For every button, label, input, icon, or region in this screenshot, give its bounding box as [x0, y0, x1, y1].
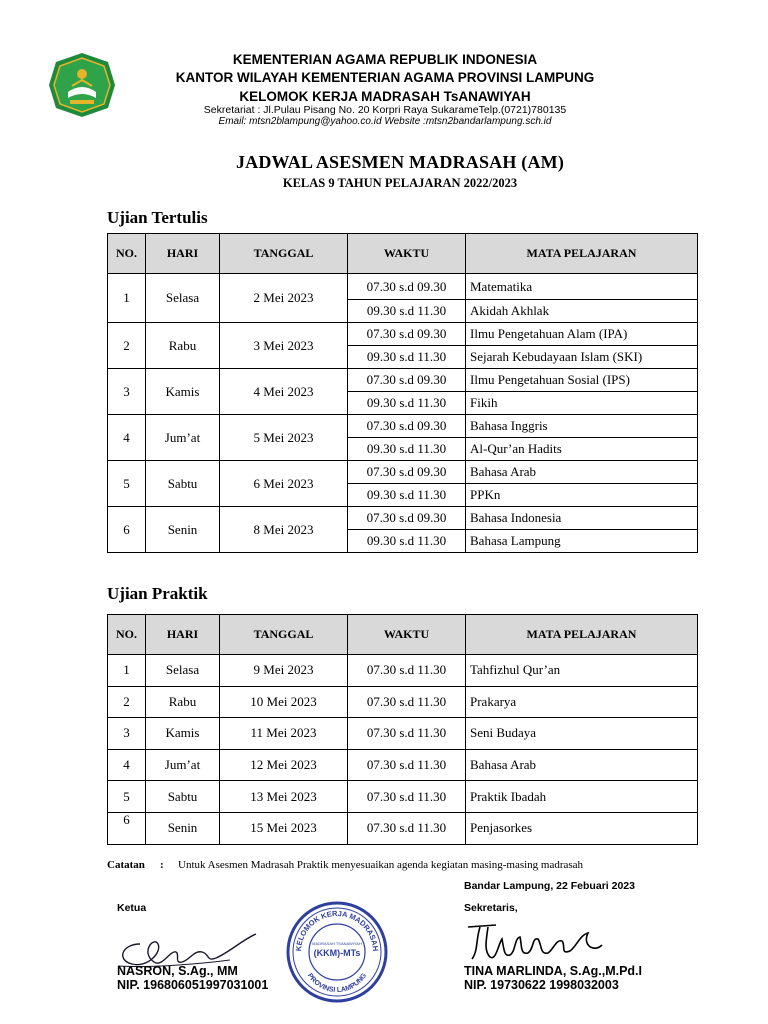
table-row	[108, 686, 698, 718]
table-row	[108, 781, 698, 813]
section-title-tertulis: Ujian Tertulis	[107, 208, 208, 227]
cell-waktu: 07.30 s.d 09.30	[348, 461, 466, 484]
section-title-praktik: Ujian Praktik	[107, 584, 208, 603]
cell-no: 2	[108, 323, 146, 369]
table-row	[108, 274, 698, 300]
table-row	[108, 415, 698, 438]
cell-mapel: Akidah Akhlak	[466, 300, 698, 323]
sekretaris-name: TINA MARLINDA, S.Ag.,M.Pd.I	[464, 964, 642, 978]
cell-waktu: 07.30 s.d 11.30	[348, 812, 466, 844]
cell-tanggal: 12 Mei 2023	[220, 749, 348, 781]
cell-tanggal: 3 Mei 2023	[220, 323, 348, 369]
table-row	[108, 323, 698, 346]
letterhead-line-2: KANTOR WILAYAH KEMENTERIAN AGAMA PROVINSI LAMPUNG	[175, 70, 595, 85]
cell-hari: Kamis	[146, 718, 220, 750]
cell-mapel: Al-Qur’an Hadits	[466, 438, 698, 461]
cell-waktu: 07.30 s.d 09.30	[348, 369, 466, 392]
cell-no: 3	[108, 718, 146, 750]
cell-hari: Rabu	[146, 686, 220, 718]
cell-no: 1	[108, 274, 146, 323]
cell-no: 6	[108, 507, 146, 553]
cell-no: 5	[108, 781, 146, 813]
cell-mapel: Prakarya	[466, 686, 698, 718]
cell-mapel: Ilmu Pengetahuan Sosial (IPS)	[466, 369, 698, 392]
column-header-tanggal: TANGGAL	[220, 615, 348, 655]
cell-no: 4	[108, 749, 146, 781]
cell-waktu: 07.30 s.d 09.30	[348, 274, 466, 300]
cell-mapel: Praktik Ibadah	[466, 781, 698, 813]
cell-mapel: Bahasa Indonesia	[466, 507, 698, 530]
document-title: JADWAL ASESMEN MADRASAH (AM)	[235, 152, 565, 172]
cell-hari: Jum’at	[146, 749, 220, 781]
cell-tanggal: 4 Mei 2023	[220, 369, 348, 415]
schedule-table-praktik	[107, 614, 698, 845]
cell-mapel: Tahfizhul Qur’an	[466, 655, 698, 687]
cell-mapel: PPKn	[466, 484, 698, 507]
cell-tanggal: 9 Mei 2023	[220, 655, 348, 687]
cell-waktu: 09.30 s.d 11.30	[348, 392, 466, 415]
cell-tanggal: 2 Mei 2023	[220, 274, 348, 323]
cell-waktu: 09.30 s.d 11.30	[348, 438, 466, 461]
kemenag-logo-icon	[48, 52, 116, 118]
table-row	[108, 812, 698, 844]
cell-waktu: 07.30 s.d 11.30	[348, 781, 466, 813]
place-date: Bandar Lampung, 22 Febuari 2023	[464, 880, 635, 892]
column-header-tanggal: TANGGAL	[220, 234, 348, 274]
stamp-outer-text: KELOMOK KERJA MADRASAH	[293, 908, 381, 952]
cell-hari: Sabtu	[146, 781, 220, 813]
cell-tanggal: 15 Mei 2023	[220, 812, 348, 844]
table-row	[108, 655, 698, 687]
cell-waktu: 07.30 s.d 11.30	[348, 686, 466, 718]
cell-mapel: Bahasa Arab	[466, 749, 698, 781]
cell-mapel: Fikih	[466, 392, 698, 415]
column-header-mapel: MATA PELAJARAN	[466, 234, 698, 274]
cell-hari: Senin	[146, 812, 220, 844]
column-header-hari: HARI	[146, 615, 220, 655]
cell-waktu: 07.30 s.d 09.30	[348, 323, 466, 346]
column-header-hari: HARI	[146, 234, 220, 274]
cell-hari: Senin	[146, 507, 220, 553]
cell-tanggal: 10 Mei 2023	[220, 686, 348, 718]
letterhead-line-3: KELOMOK KERJA MADRASAH TsANAWIYAH	[239, 89, 531, 104]
cell-waktu: 09.30 s.d 11.30	[348, 484, 466, 507]
cell-no	[108, 812, 146, 844]
sekretaris-label: Sekretaris,	[464, 902, 518, 914]
cell-hari: Sabtu	[146, 461, 220, 507]
cell-no: 3	[108, 369, 146, 415]
table-row	[108, 718, 698, 750]
cell-tanggal: 13 Mei 2023	[220, 781, 348, 813]
ketua-name: NASRON, S.Ag., MM	[117, 964, 238, 978]
sekretaris-nip: NIP. 19730622 1998032003	[464, 978, 619, 992]
table-row	[108, 461, 698, 484]
cell-waktu: 07.30 s.d 09.30	[348, 415, 466, 438]
cell-hari: Selasa	[146, 655, 220, 687]
cell-no-text: 6	[123, 812, 130, 828]
table-row	[108, 749, 698, 781]
cell-waktu: 07.30 s.d 11.30	[348, 749, 466, 781]
cell-waktu: 07.30 s.d 11.30	[348, 655, 466, 687]
document-subtitle: KELAS 9 TAHUN PELAJARAN 2022/2023	[282, 176, 518, 190]
cell-hari: Rabu	[146, 323, 220, 369]
cell-mapel: Bahasa Arab	[466, 461, 698, 484]
cell-tanggal: 5 Mei 2023	[220, 415, 348, 461]
letterhead-address: Sekretariat : Jl.Pulau Pisang No. 20 Korpri Raya SukarameTelp.(0721)780135	[203, 104, 567, 116]
cell-hari: Selasa	[146, 274, 220, 323]
cell-mapel: Ilmu Pengetahuan Alam (IPA)	[466, 323, 698, 346]
ketua-nip: NIP. 196806051997031001	[117, 978, 269, 992]
column-header-waktu: WAKTU	[348, 234, 466, 274]
cell-mapel: Bahasa Lampung	[466, 530, 698, 553]
table-row	[108, 369, 698, 392]
cell-hari: Kamis	[146, 369, 220, 415]
cell-waktu: 07.30 s.d 09.30	[348, 507, 466, 530]
cell-mapel: Penjasorkes	[466, 812, 698, 844]
column-header-no: NO.	[108, 615, 146, 655]
table-header-row	[108, 234, 698, 274]
column-header-waktu: WAKTU	[348, 615, 466, 655]
stamp-bottom-text: PROVINSI LAMPUNG	[305, 972, 369, 995]
cell-tanggal: 11 Mei 2023	[220, 718, 348, 750]
table-row	[108, 507, 698, 530]
cell-mapel: Matematika	[466, 274, 698, 300]
column-header-mapel: MATA PELAJARAN	[466, 615, 698, 655]
note-colon: :	[160, 859, 164, 871]
cell-hari: Jum’at	[146, 415, 220, 461]
schedule-table-tertulis	[107, 233, 698, 553]
cell-no: 4	[108, 415, 146, 461]
ketua-label: Ketua	[117, 902, 147, 914]
cell-mapel: Sejarah Kebudayaan Islam (SKI)	[466, 346, 698, 369]
stamp-inner-text: MADRASAH TSANAWIYAH	[312, 941, 362, 946]
note-text: Untuk Asesmen Madrasah Praktik menyesuaikan agenda kegiatan masing-masing madrasah	[178, 859, 584, 871]
cell-no: 1	[108, 655, 146, 687]
cell-waktu: 07.30 s.d 11.30	[348, 718, 466, 750]
stamp-center-text: (KKM)-MTs	[313, 948, 361, 958]
cell-waktu: 09.30 s.d 11.30	[348, 300, 466, 323]
cell-mapel: Bahasa Inggris	[466, 415, 698, 438]
cell-waktu: 09.30 s.d 11.30	[348, 530, 466, 553]
column-header-no: NO.	[108, 234, 146, 274]
letterhead-email: Email: mtsn2blampung@yahoo.co.id Website :mtsn2bandarlampung.sch.id	[218, 116, 552, 127]
cell-no: 5	[108, 461, 146, 507]
cell-tanggal: 8 Mei 2023	[220, 507, 348, 553]
cell-tanggal: 6 Mei 2023	[220, 461, 348, 507]
sekretaris-signature	[462, 915, 612, 965]
cell-no: 2	[108, 686, 146, 718]
letterhead-line-1: KEMENTERIAN AGAMA REPUBLIK INDONESIA	[232, 52, 538, 67]
cell-mapel: Seni Budaya	[466, 718, 698, 750]
table-header-row	[108, 615, 698, 655]
note-label: Catatan	[107, 859, 145, 871]
cell-waktu: 09.30 s.d 11.30	[348, 346, 466, 369]
kkm-mts-stamp	[285, 900, 389, 1004]
